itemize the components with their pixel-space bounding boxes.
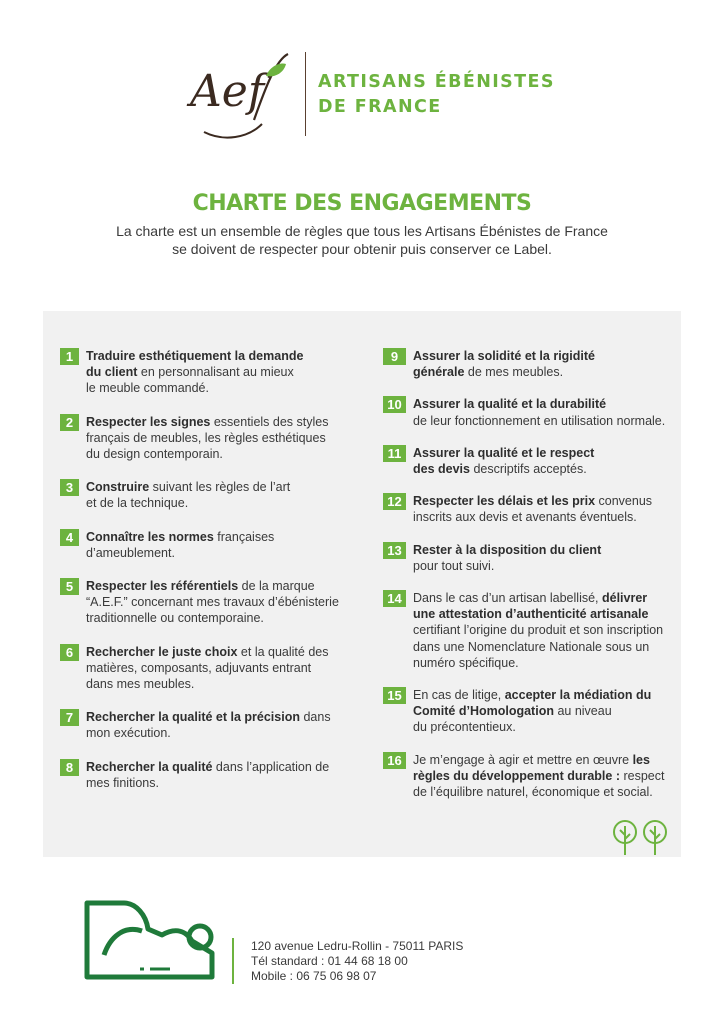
engagement-bold-text: Traduire esthétiquement la demande <box>86 349 304 363</box>
engagement-text: Je m’engage à agir et mettre en œuvre <box>413 752 633 767</box>
engagement-text: descriptifs acceptés. <box>469 462 587 477</box>
engagement-text-line <box>86 414 350 430</box>
engagement-text-line <box>86 380 350 396</box>
engagement-text: du précontentieux. <box>413 720 516 735</box>
engagement-text-line <box>413 396 673 412</box>
engagement-number: 10 <box>383 396 406 413</box>
engagement-text: mes finitions. <box>86 775 159 790</box>
engagement-text-line <box>86 529 350 545</box>
engagement-text-line <box>86 348 350 364</box>
engagement-item <box>383 542 673 574</box>
engagement-bold-text: Rester à la disposition du client <box>413 542 602 557</box>
engagement-bold-text: Rechercher la qualité <box>86 759 213 774</box>
engagement-text-line <box>86 495 350 511</box>
engagement-text-line <box>86 545 350 561</box>
org-name-line2: DE FRANCE <box>318 97 442 117</box>
engagement-number: 15 <box>383 687 406 704</box>
leaf-icon <box>266 64 286 77</box>
engagement-number: 13 <box>383 542 406 559</box>
engagement-bold-text: Assurer la solidité et la rigidité <box>413 349 596 363</box>
engagement-text-line <box>86 430 350 446</box>
engagement-text: matières, composants, adjuvants entrant <box>86 660 312 675</box>
engagement-bold-text: accepter la médiation du <box>504 688 652 703</box>
engagement-item <box>383 752 673 801</box>
engagement-bold-text: Comité d’Homologation <box>413 704 554 719</box>
engagement-text-line <box>86 578 350 594</box>
logo <box>184 46 564 142</box>
engagement-number: 16 <box>383 752 406 769</box>
engagement-text-line <box>413 590 673 606</box>
engagement-text: En cas de litige, <box>413 688 505 703</box>
svg-text:Aef: Aef <box>190 66 265 117</box>
engagement-text-line <box>413 558 673 574</box>
engagement-text-line <box>86 610 350 626</box>
engagement-bold-text: des devis <box>413 462 470 477</box>
engagement-item <box>60 759 350 791</box>
engagement-bold-text: délivrer <box>602 591 648 606</box>
engagement-text-line <box>413 493 673 509</box>
engagement-text: et de la technique. <box>86 496 189 511</box>
engagement-text: dans <box>299 710 331 725</box>
engagement-text: traditionnelle ou contemporaine. <box>86 611 264 626</box>
engagement-bold-text: Rechercher le juste choix <box>86 644 238 659</box>
trees-icon <box>611 818 671 856</box>
engagement-text: de leur fonctionnement en utilisation normale. <box>413 413 666 428</box>
mobile: Mobile : 06 75 06 98 07 <box>251 969 377 983</box>
engagement-text: numéro spécifique. <box>413 655 519 670</box>
subtitle <box>0 222 724 258</box>
engagement-number: 14 <box>383 590 406 607</box>
engagement-text-line <box>86 644 350 660</box>
engagement-text-line <box>413 413 673 429</box>
engagement-text-line <box>413 461 673 477</box>
engagement-text-line <box>413 622 673 638</box>
engagement-item <box>60 709 350 741</box>
engagement-text-line <box>413 606 673 622</box>
engagement-text-line <box>86 446 350 462</box>
footer-divider <box>232 938 234 984</box>
engagement-item <box>60 644 350 693</box>
engagement-text-line <box>413 364 673 380</box>
engagement-text-line <box>413 719 673 735</box>
engagement-text-line <box>86 676 350 692</box>
subtitle-line: se doivent de respecter pour obtenir puis conserver ce Label. <box>172 241 552 257</box>
engagement-item <box>60 348 350 397</box>
engagement-item <box>383 493 673 525</box>
engagement-text-line <box>86 364 350 380</box>
logo-divider <box>305 52 306 136</box>
engagement-text-line <box>413 348 673 364</box>
contact-info <box>251 939 463 984</box>
engagement-bold-text: générale <box>413 365 465 380</box>
engagement-text: dans l’application de <box>212 759 330 774</box>
engagement-number: 9 <box>383 348 406 365</box>
engagement-number: 4 <box>60 529 79 546</box>
engagement-text-line <box>413 542 673 558</box>
engagement-number: 8 <box>60 759 79 776</box>
engagement-number: 7 <box>60 709 79 726</box>
engagement-bold-text: une attestation d’authenticité artisanale <box>413 607 649 622</box>
engagement-text: suivant les règles de l’art <box>149 480 291 495</box>
engagement-item <box>60 479 350 511</box>
engagement-text-line <box>86 775 350 791</box>
engagement-text: au niveau <box>553 704 612 719</box>
engagement-item <box>60 529 350 561</box>
engagement-bold-text: Respecter les référentiels <box>86 579 239 594</box>
engagement-text-line <box>413 509 673 525</box>
engagements-right-column <box>383 348 673 800</box>
engagement-number: 6 <box>60 644 79 661</box>
phone: Tél standard : 01 44 68 18 00 <box>251 954 408 968</box>
engagement-bold-text: Connaître les normes <box>86 529 214 544</box>
engagement-item <box>383 348 673 380</box>
engagements-left-column <box>60 348 350 791</box>
engagement-text-line <box>86 709 350 725</box>
engagement-text: inscrits aux devis et avenants éventuels. <box>413 510 637 525</box>
org-name-line1: ARTISANS ÉBÉNISTES <box>318 72 555 92</box>
aef-monogram-logo <box>184 46 294 142</box>
engagement-text: “A.E.F.” concernant mes travaux d’ébénisterie <box>86 595 339 610</box>
engagement-number: 12 <box>383 493 406 510</box>
engagement-number: 1 <box>60 348 79 365</box>
engagement-bold-text: Assurer la qualité et le respect <box>413 445 595 460</box>
engagement-text: le meuble commandé. <box>86 381 209 396</box>
engagement-text: certifiant l’origine du produit et son inscription <box>413 623 664 638</box>
engagement-bold-text: Rechercher la qualité et la précision <box>86 710 300 725</box>
engagement-text: dans mes meubles. <box>86 677 195 692</box>
engagement-item <box>60 578 350 627</box>
engagement-text: pour tout suivi. <box>413 558 495 573</box>
engagement-text-line <box>413 445 673 461</box>
engagement-text: françaises <box>213 529 275 544</box>
engagement-text-line <box>86 594 350 610</box>
engagement-text: essentiels des styles <box>210 414 329 429</box>
engagement-text: dans une Nomenclature Nationale sous un <box>413 639 650 654</box>
engagement-text: d’ameublement. <box>86 545 175 560</box>
engagement-text: de mes meubles. <box>464 365 564 380</box>
engagement-text-line <box>413 768 673 784</box>
org-name <box>318 70 564 120</box>
engagement-text: de l’équilibre naturel, économique et social. <box>413 785 653 800</box>
engagement-item <box>60 414 350 463</box>
engagement-item <box>383 687 673 736</box>
engagement-item <box>383 590 673 671</box>
engagement-bold-text: les <box>632 752 650 767</box>
engagement-text-line <box>413 687 673 703</box>
engagement-bold-text: Respecter les délais et les prix <box>413 494 596 509</box>
engagement-number: 11 <box>383 445 406 462</box>
engagement-text: du design contemporain. <box>86 447 223 462</box>
engagement-text: mon exécution. <box>86 726 171 741</box>
engagement-text-line <box>86 660 350 676</box>
engagement-number: 3 <box>60 479 79 496</box>
engagement-text: et la qualité des <box>237 644 329 659</box>
engagement-text-line <box>86 759 350 775</box>
subtitle-line: La charte est un ensemble de règles que tous les Artisans Ébénistes de France <box>116 223 608 239</box>
engagement-bold-text: Respecter les signes <box>86 414 211 429</box>
engagement-text: en personnalisant au mieux <box>137 365 294 380</box>
engagement-text: convenus <box>595 494 653 509</box>
engagement-bold-text: règles du développement durable : <box>413 768 620 783</box>
engagement-text: respect <box>620 768 665 783</box>
engagement-text-line <box>413 752 673 768</box>
engagement-text-line <box>413 784 673 800</box>
page-title: CHARTE DES ENGAGEMENTS <box>192 191 532 216</box>
hand-plane-icon <box>84 897 216 981</box>
engagement-text-line <box>86 479 350 495</box>
engagement-text-line <box>413 639 673 655</box>
engagement-bold-text: du client <box>86 365 138 380</box>
engagement-bold-text: Assurer la qualité et la durabilité <box>413 397 607 412</box>
engagement-item <box>383 396 673 428</box>
engagement-text-line <box>413 655 673 671</box>
engagement-bold-text: Construire <box>86 480 150 495</box>
engagement-text-line <box>413 703 673 719</box>
engagement-number: 2 <box>60 414 79 431</box>
engagement-text: français de meubles, les règles esthétiques <box>86 430 326 445</box>
engagement-text: Dans le cas d’un artisan labellisé, <box>413 591 602 606</box>
address: 120 avenue Ledru-Rollin - 75011 PARIS <box>251 939 464 953</box>
engagement-number: 5 <box>60 578 79 595</box>
engagement-text: de la marque <box>238 579 315 594</box>
engagement-text-line <box>86 725 350 741</box>
engagement-item <box>383 445 673 477</box>
